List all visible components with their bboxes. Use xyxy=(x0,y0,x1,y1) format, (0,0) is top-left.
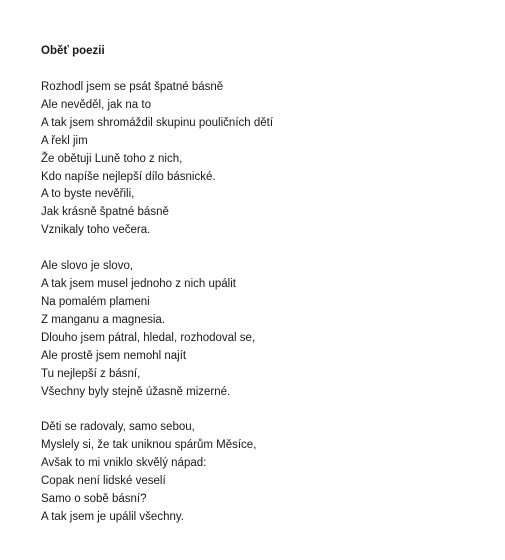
poem-line: Ale nevěděl, jak na to xyxy=(41,98,151,111)
poem-line: Kdo napíše nejlepší dílo básnické. xyxy=(41,170,216,183)
poem-line: Dlouho jsem pátral, hledal, rozhodoval se, xyxy=(41,331,256,344)
poem-line: Vznikaly toho večera. xyxy=(41,224,151,237)
poem-line: Že obětuji Luně toho z nich, xyxy=(41,152,183,165)
poem-line: Ale slovo je slovo, xyxy=(41,260,134,273)
poem-body xyxy=(41,79,481,527)
poem-line: Tu nejlepší z básní, xyxy=(41,367,141,380)
stanza xyxy=(41,79,481,240)
poem-line: Z manganu a magnesia. xyxy=(41,313,166,326)
poem-line: Samo o sobě básní? xyxy=(41,493,147,506)
poem-line: Jak krásně špatné básně xyxy=(41,206,169,219)
poem-line: Avšak to mi vniklo skvělý nápad: xyxy=(41,457,207,470)
poem xyxy=(41,44,481,545)
stanza xyxy=(41,419,481,526)
poem-title: Oběť poezii xyxy=(41,45,105,57)
poem-line: Myslely si, že tak uniknou spárům Měsíce, xyxy=(41,439,257,452)
poem-line: Všechny byly stejně úžasně mizerné. xyxy=(41,385,231,398)
poem-line: Copak není lidské veselí xyxy=(41,475,166,488)
poem-line: A tak jsem musel jednoho z nich upálit xyxy=(41,278,236,291)
poem-line: A tak jsem shromáždil skupinu pouličních dětí xyxy=(41,116,274,129)
poem-line: Ale prostě jsem nemohl najít xyxy=(41,349,187,362)
poem-line: A to byste nevěřili, xyxy=(41,188,135,201)
stanza xyxy=(41,258,481,401)
poem-line: Děti se radovaly, samo sebou, xyxy=(41,421,195,434)
poem-line: A řekl jim xyxy=(41,134,88,147)
poem-line: Rozhodl jsem se psát špatné básně xyxy=(41,81,224,93)
poem-line: A tak jsem je upálil všechny. xyxy=(41,510,184,523)
poem-line: Na pomalém plameni xyxy=(41,295,150,308)
